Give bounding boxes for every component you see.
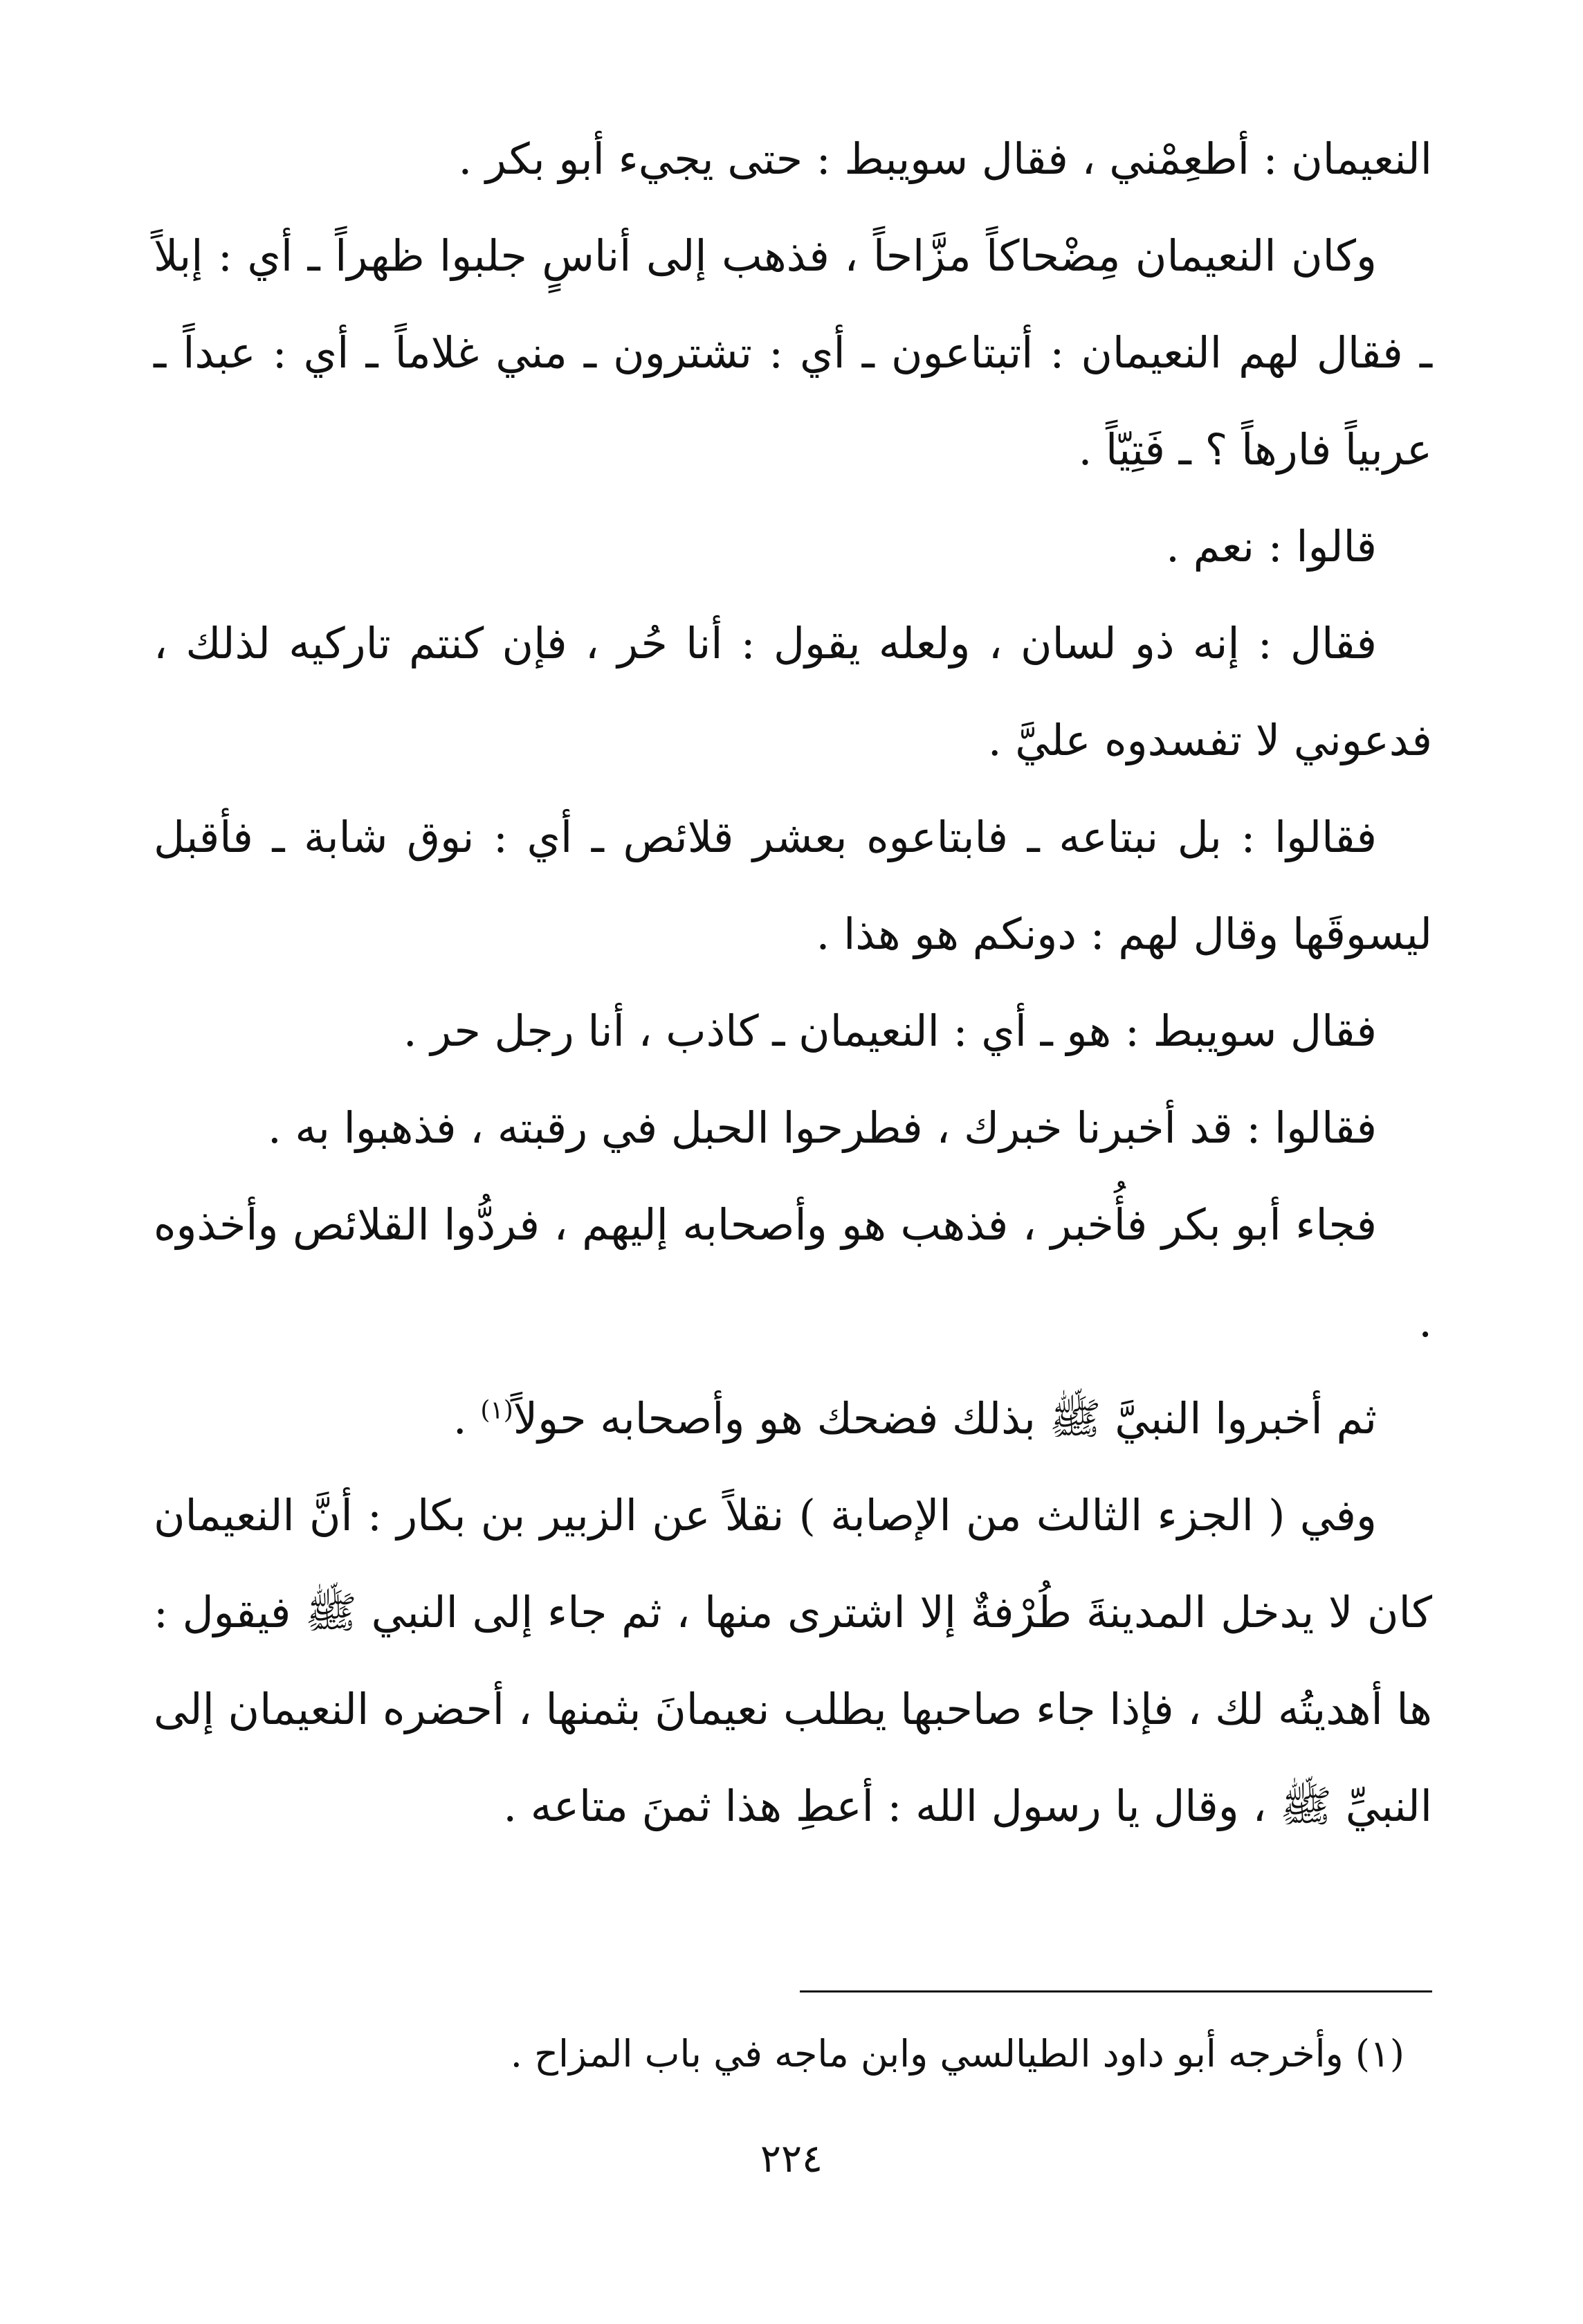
footnote: (١) وأخرجه أبو داود الطيالسي وابن ماجه في باب المزاح . [510, 2032, 1404, 2076]
paragraph-3: قالوا : نعم . [1166, 521, 1377, 572]
paragraph-9 [154, 1370, 1432, 1467]
paragraph-8: فجاء أبو بكر فأُخبر ، فذهب هو وأصحابه إليهم ، فردُّوا القلائص وأخذوه . [154, 1199, 1432, 1347]
footnote-reference: (١) [480, 1396, 513, 1425]
footnote-divider [800, 1990, 1432, 1992]
paragraph-4: فقال : إنه ذو لسان ، ولعله يقول : أنا حُر ، فإن كنتم تاركيه لذلك ، فدعوني لا تفسدوه عليَّ . [154, 618, 1432, 765]
page-number: ٢٢٤ [760, 2136, 823, 2181]
paragraph-7: فقالوا : قد أخبرنا خبرك ، فطرحوا الحبل في رقبته ، فذهبوا به . [268, 1102, 1377, 1153]
main-text [154, 111, 1432, 1855]
paragraph-9-text: ثم أخبروا النبيَّ ﷺ بذلك فضحك هو وأصحابه حولاً [513, 1393, 1377, 1444]
paragraph-10: وفي ( الجزء الثالث من الإصابة ) نقلاً عن الزبير بن بكار : أنَّ النعيمان كان لا يدخل المدينةَ طُرْفةٌ إلا اشترى منها ، ثم جاء إلى النبي ﷺ فيقول : ها أهديتُه لك ، فإذا جاء صاحبها يطلب نعيمانَ بثمنها ، أحضره النعيمان إلى النبيِّ ﷺ ، وقال يا رسول الله : أعطِ هذا ثمنَ متاعه . [154, 1490, 1432, 1831]
paragraph-1: النعيمان : أطعِمْني ، فقال سويبط : حتى يجيء أبو بكر . [458, 134, 1432, 184]
paragraph-9-end: . [452, 1393, 481, 1444]
paragraph-6: فقال سويبط : هو ـ أي : النعيمان ـ كاذب ، أنا رجل حر . [403, 1006, 1377, 1056]
paragraph-5: فقالوا : بل نبتاعه ـ فابتاعوه بعشر قلائص ـ أي : نوق شابة ـ فأقبل ليسوقَها وقال لهم : دونكم هو هذا . [154, 812, 1432, 959]
paragraph-2: وكان النعيمان مِضْحاكاً مزَّاحاً ، فذهب إلى أناسٍ جلبوا ظهراً ـ أي : إبلاً ـ فقال لهم النعيمان : أتبتاعون ـ أي : تشترون ـ مني غلاماً ـ أي : عبداً ـ عربياً فارهاً ؟ ـ فَتِيّاً . [154, 230, 1432, 475]
